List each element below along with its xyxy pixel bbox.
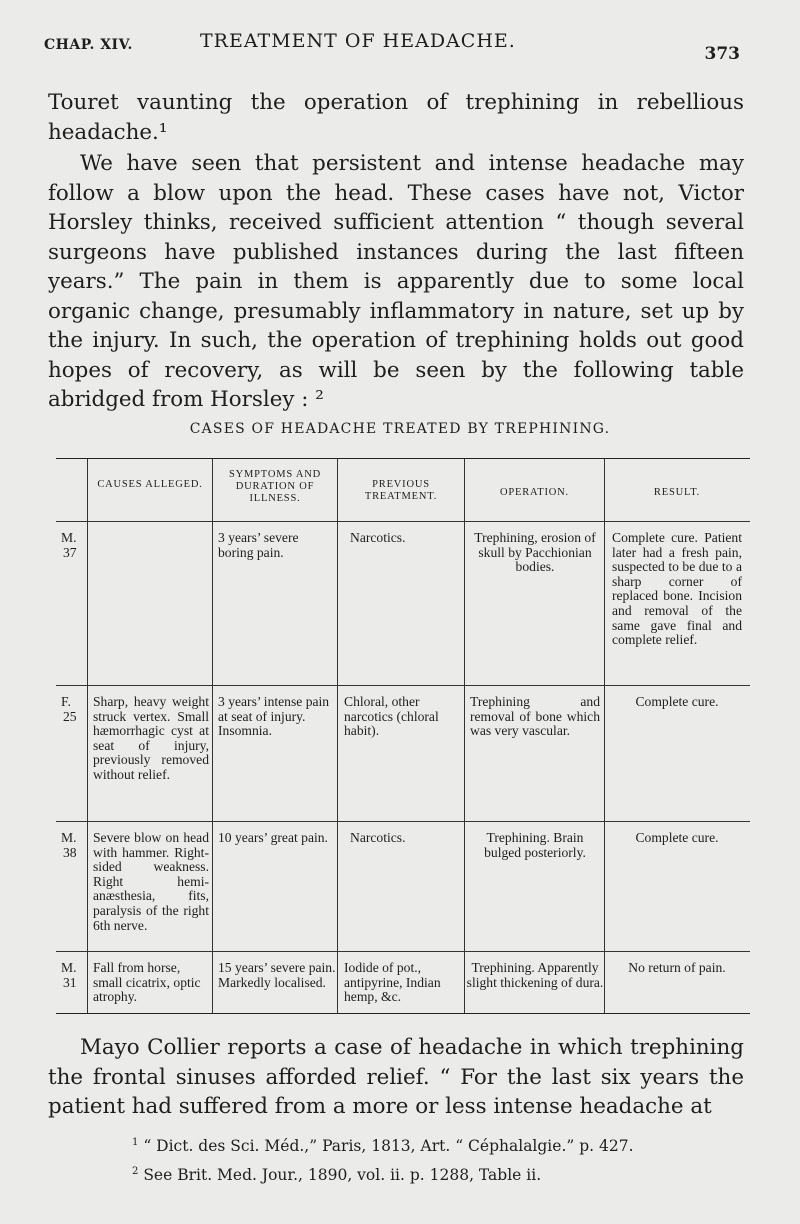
table-row-3-treatment: Narcotics. [350,830,406,845]
column-header: CAUSES ALLEGED. [97,479,203,490]
table-row-2-symptoms: 3 years’ intense pain at seat of injury. Insomnia. [218,694,330,739]
row-divider [56,821,750,822]
body-text-top [48,88,744,415]
table-row-4-operation: Trephining. Apparently slight thickening of dura. [466,960,604,990]
body-text-bottom [48,1033,744,1122]
table-row-2-treatment: Chloral, other narcotics (chloral habit). [344,694,439,739]
page-title: TREATMENT OF HEADACHE. [200,30,516,52]
row-divider [56,685,750,686]
table-row-4-causes: Fall from horse, small cicatrix, optic atrophy. [93,960,201,1005]
table-row-4-result: No return of pain. [628,960,726,975]
column-header: OPERATION. [500,487,569,498]
table-caption: CASES OF HEADACHE TREATED BY TREPHINING. [189,421,611,437]
table-row-3-result: Complete cure. [635,830,719,845]
table-row-4-treatment: Iodide of pot., antipyrine, Indian hemp, &c. [344,960,441,1005]
column-divider [464,459,465,1013]
table-row-2-causes: Sharp, heavy weight struck vertex. Small hæmorrhagic cyst at seat of injury, previously removed without relief. [93,694,209,782]
table-row-3-case: M. 38 [61,830,77,860]
column-divider [87,459,88,1013]
table-row-1-treatment: Narcotics. [350,530,406,545]
table-row-3-operation: Trephining. Brain bulged posteriorly. [484,830,586,860]
paragraph: We have seen that persistent and intense headache may follow a blow upon the head. These cases have not, Victor Horsley thinks, received sufficient attention “ though several surgeons have published instances during the last fifteen years.” The pain in them is apparently due to some local organic change, presumably inflammatory in nature, set up by the injury. In such, the operation of trephining holds out good hopes of recovery, as will be seen by the following table abridged from Horsley : ² [48,151,744,412]
table-row-4-case: M. 31 [61,960,77,990]
row-divider [56,521,750,522]
column-header: SYMPTOMS AND DURATION OF ILLNESS. [229,469,321,504]
column-divider [604,459,605,1013]
footnote-1: $^1$ “ Dict. des Sci. Méd.,” Paris, 1813, Art. “ Céphalalgie.” p. 427. [132,1137,634,1156]
table-row-1-operation: Trephining, erosion of skull by Pacchionian bodies. [474,530,596,575]
cases-table [56,458,750,1014]
table-row-3-symptoms: 10 years’ great pain. [218,830,328,845]
table-row-1-case: M. 37 [61,530,77,560]
running-header [44,28,744,64]
page-number: 373 [704,44,740,64]
paragraph: Mayo Collier reports a case of headache in which trephining the frontal sinuses afforded relief. “ For the last six years the patient had suffered from a more or less intense headache at [48,1035,744,1119]
paragraph-line: Touret vaunting the operation of trephining in rebellious [48,90,744,115]
table-row-3-causes: Severe blow on head with hammer. Right-sided weakness. Right hemi-anæsthesia, fits, paralysis of the right 6th nerve. [93,830,209,933]
table-row-1-symptoms: 3 years’ severe boring pain. [218,530,299,560]
table-row-2-case: F. 25 [61,694,77,724]
column-header: PREVIOUS TREATMENT. [364,479,438,502]
column-divider [212,459,213,1013]
footnote-2: $^2$ See Brit. Med. Jour., 1890, vol. ii. p. 1288, Table ii. [132,1166,542,1185]
paragraph-line: headache.¹ [48,119,168,145]
table-row-2-operation: Trephining and removal of bone which was very vascular. [470,694,600,739]
row-divider [56,951,750,952]
column-divider [337,459,338,1013]
table-row-1-result: Complete cure. Patient later had a fresh pain, suspected to be due to a sharp corner of replaced bone. Incision and removal of the same gave final and complete relief. [612,530,742,648]
column-header: RESULT. [653,487,701,498]
table-row-2-result: Complete cure. [635,694,719,709]
table-row-4-symptoms: 15 years’ severe pain. Markedly localised. [218,960,336,990]
chapter-label: CHAP. XIV. [44,37,133,53]
